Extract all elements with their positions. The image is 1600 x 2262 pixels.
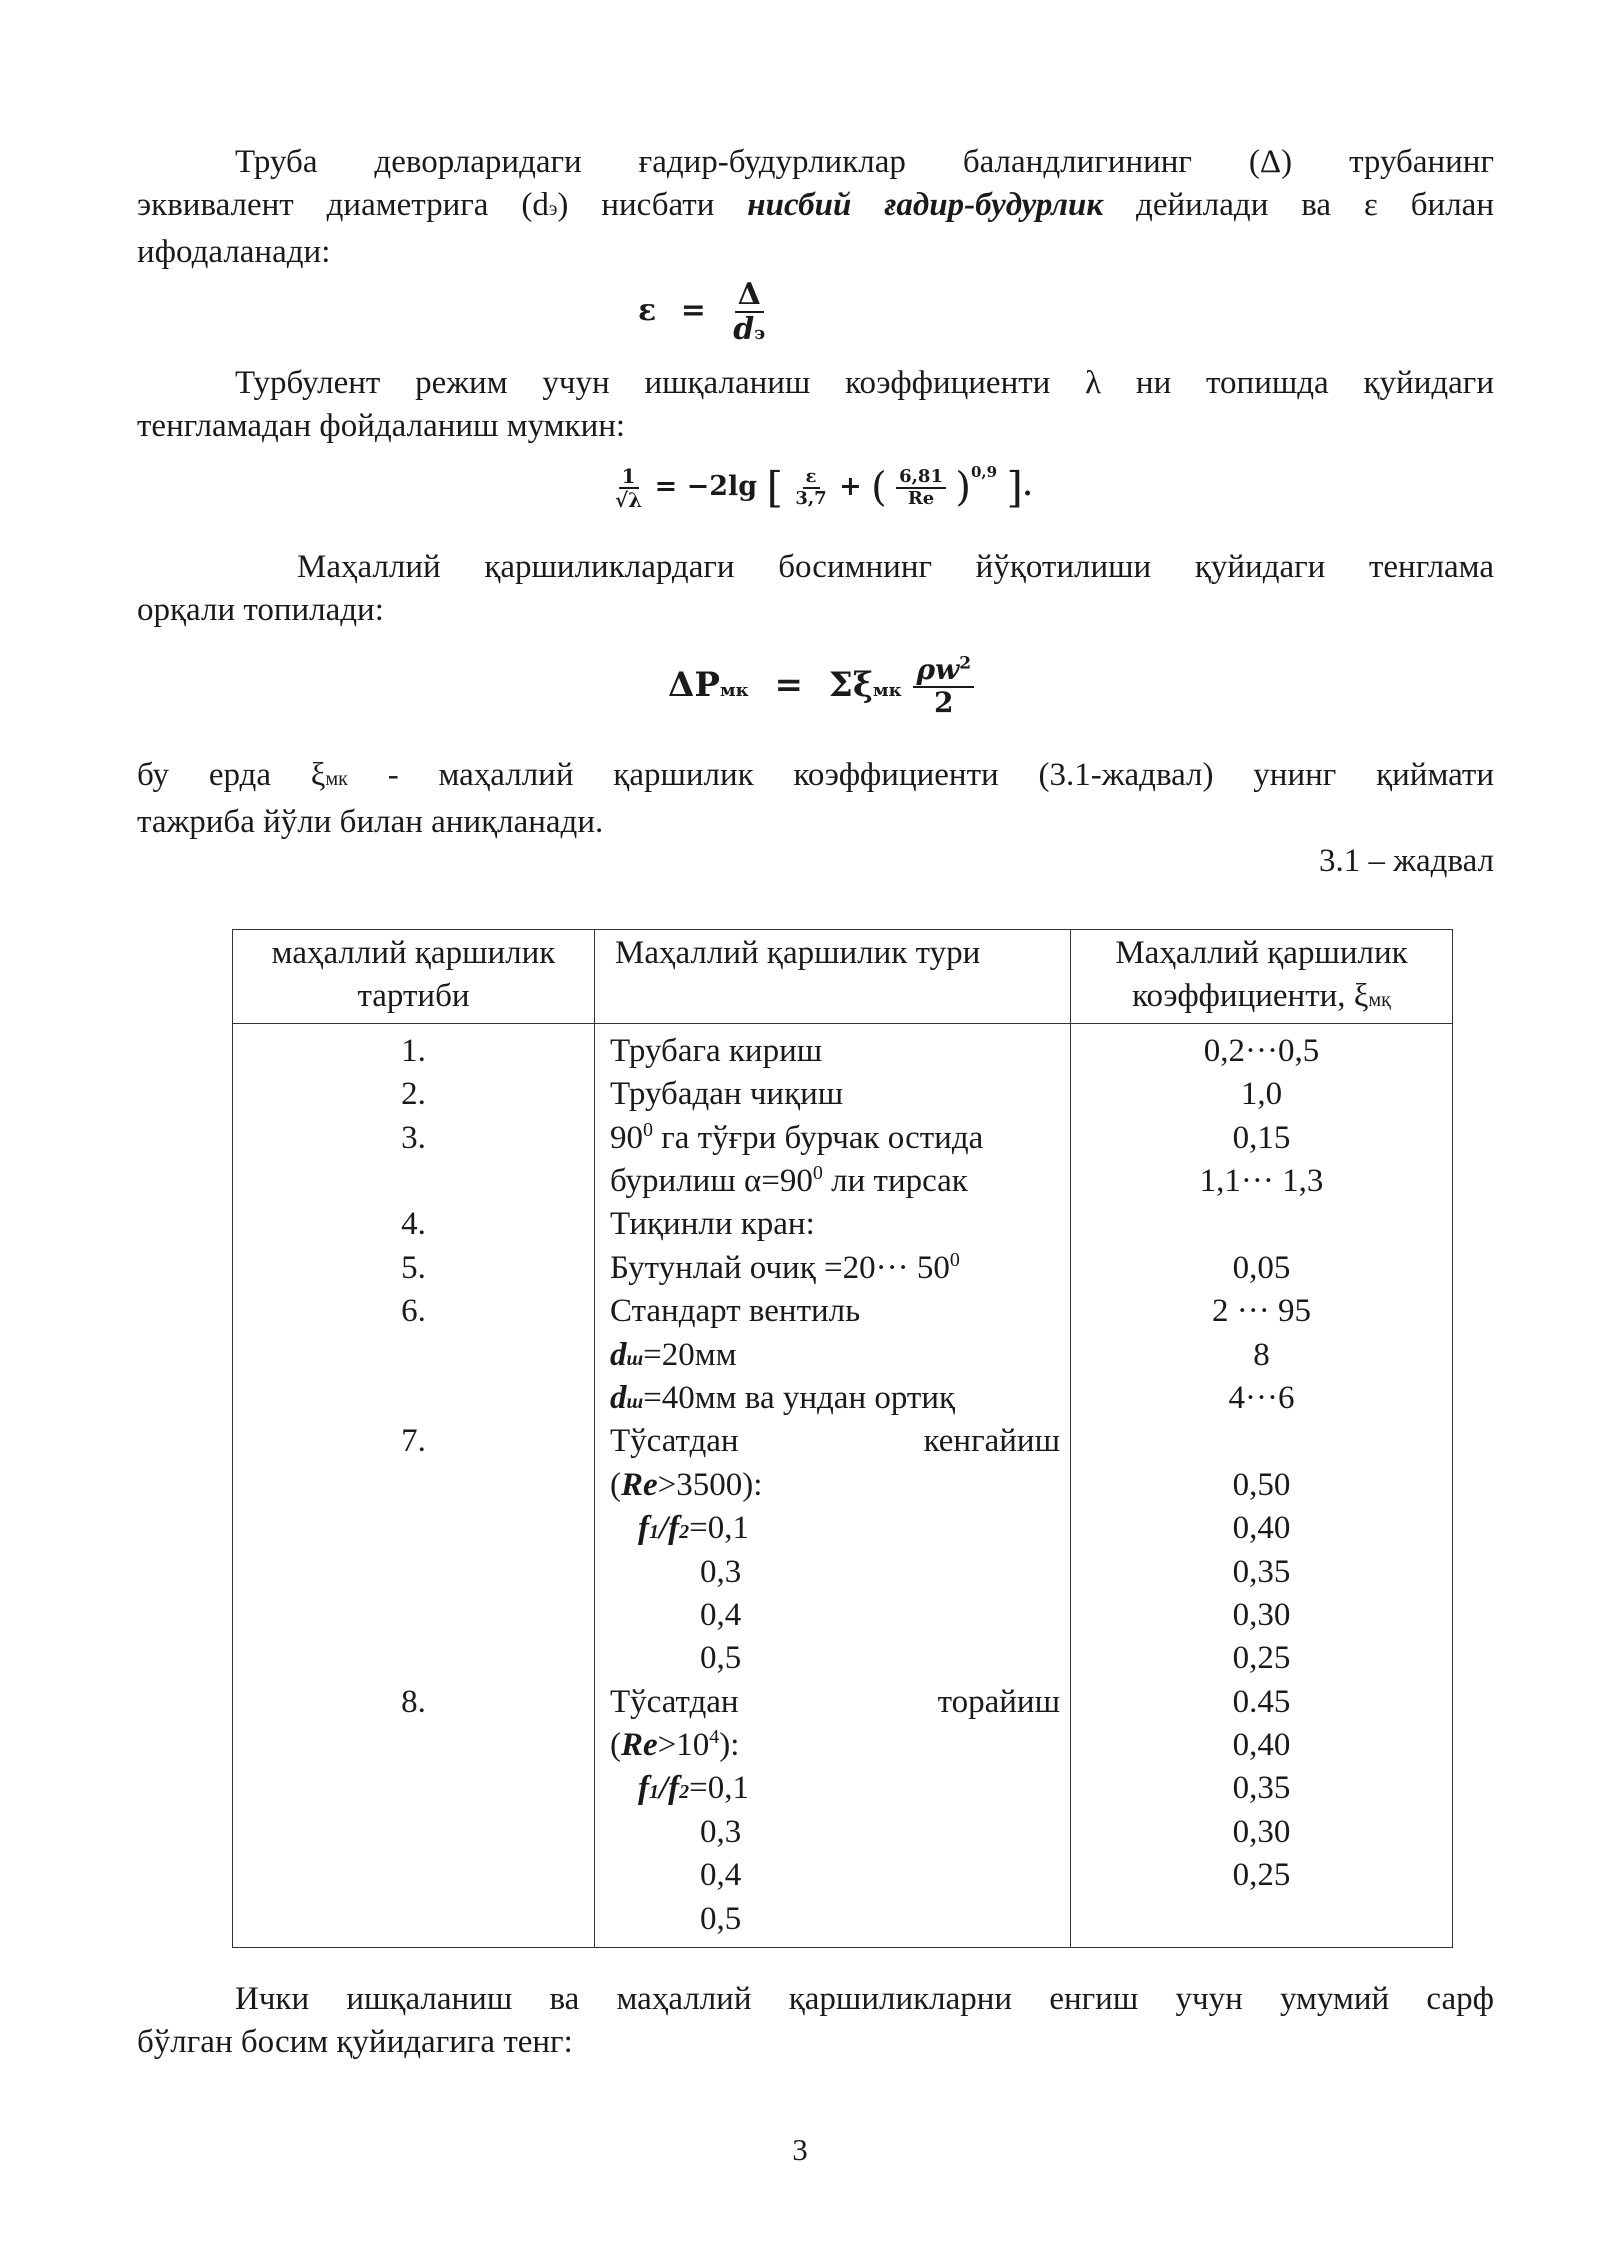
formula-pressure-loss xyxy=(668,655,974,719)
type-row xyxy=(595,1507,1070,1550)
p2-line2: тенгламадан фойдаланиш мумкин: xyxy=(137,408,626,444)
header-coef-l1: Маҳаллий қаршилик xyxy=(1115,935,1408,971)
paragraph-relative-roughness xyxy=(137,141,1494,274)
order-cell xyxy=(233,1507,594,1550)
type-row xyxy=(595,1160,1070,1203)
r4-sup: 0 xyxy=(812,1161,823,1184)
order-cell xyxy=(233,1160,594,1203)
r9-sub: ш xyxy=(626,1390,644,1413)
term-relative-roughness: нисбий ғадир-будурлик xyxy=(747,187,1104,223)
order-cell xyxy=(233,1551,594,1594)
order-cell xyxy=(233,1334,594,1377)
type-row: 0,3 xyxy=(700,1813,742,1850)
coefficient-cell: 4···6 xyxy=(1228,1379,1295,1416)
r18-mid: / xyxy=(659,1770,669,1807)
p2-line1: Турбулент режим учун ишқаланиш коэффициенти λ ни топишда қуйидаги xyxy=(235,365,1494,401)
f1-num: Δ xyxy=(735,278,764,313)
type-row: 0,3 xyxy=(700,1553,742,1590)
type-row: 0,5 xyxy=(700,1900,742,1937)
type-row xyxy=(595,1724,1070,1767)
f1-eq: = xyxy=(680,293,706,328)
p1-line2-b: ) нисбати xyxy=(557,187,748,223)
p4-line1-b: - маҳаллий қаршилик коэффициенти (3.1-жадвал) унинг қиймати xyxy=(347,757,1494,793)
order-cell xyxy=(233,1724,594,1767)
type-row xyxy=(595,1681,1070,1724)
coefficient-cell: 0,40 xyxy=(1232,1727,1291,1764)
r9-bi: d xyxy=(610,1379,627,1416)
p4-line1-sub: мк xyxy=(325,768,348,790)
r18-bi2: f xyxy=(668,1770,680,1807)
type-row xyxy=(595,1420,1070,1463)
order-cell: 3. xyxy=(401,1119,426,1156)
coefficient-cell: 0,30 xyxy=(1232,1596,1291,1633)
f2-rhs: = −2lg xyxy=(654,471,758,502)
coefficient-cell: 0,35 xyxy=(1232,1553,1291,1590)
order-cell: 7. xyxy=(401,1423,426,1460)
f2-end: . xyxy=(1022,471,1033,502)
r8-bi: d xyxy=(610,1336,627,1373)
p3-line1: Маҳаллий қаршиликлардаги босимнинг йўқотилиши қуйидаги тенглама xyxy=(297,549,1494,585)
f3-sum: Σξ xyxy=(828,664,873,705)
order-cell: 4. xyxy=(401,1206,426,1243)
header-coef-l2: коэффициенти, ξ xyxy=(1132,978,1369,1015)
coefficient-cell: 0,35 xyxy=(1232,1770,1291,1807)
r11-bi: Re xyxy=(621,1466,658,1503)
r4-b: ли тирсак xyxy=(822,1162,968,1199)
f3-sum-sub: мк xyxy=(872,679,902,701)
p1-line1: Труба деворларидаги ғадир-будурликлар баландлигининг (Δ) трубанинг xyxy=(235,144,1494,180)
coefficient-cell: 0,25 xyxy=(1232,1640,1291,1677)
p3-line2: орқали топилади: xyxy=(137,592,384,628)
f3-lhs: ΔP xyxy=(668,664,720,705)
r3-sup: 0 xyxy=(643,1118,653,1141)
table-header-row xyxy=(233,930,1453,1024)
formula-relative-roughness xyxy=(638,278,768,346)
column-coefficient xyxy=(1071,1023,1453,1947)
r18-b: =0,1 xyxy=(689,1770,750,1807)
header-coef-sub: мқ xyxy=(1368,989,1391,1012)
paragraph-where xyxy=(137,754,1494,844)
r4-a: бурилиш α=90 xyxy=(610,1162,813,1199)
f2-den: √λ xyxy=(615,487,643,512)
f1-den: d xyxy=(733,312,755,347)
order-cell xyxy=(233,1767,594,1810)
resistance-table xyxy=(232,929,1453,1948)
r12-b: =0,1 xyxy=(689,1510,750,1547)
type-row xyxy=(595,1334,1070,1377)
r16-r: торайиш xyxy=(937,1683,1060,1720)
r12-mid: / xyxy=(659,1510,669,1547)
p1-line3: ифодаланади: xyxy=(137,234,331,270)
r18-bi1: f xyxy=(638,1770,649,1807)
f3-eq: = xyxy=(774,664,803,705)
type-row: Трубага кириш xyxy=(610,1032,823,1069)
type-row: 0,5 xyxy=(700,1640,742,1677)
f2-re-fraction xyxy=(896,467,946,509)
order-cell: 8. xyxy=(401,1683,426,1720)
r12-bi1: f xyxy=(638,1510,649,1547)
p1-line2-c: дейилади ва ε билан xyxy=(1103,187,1494,223)
paragraph-turbulent xyxy=(137,362,1494,448)
coefficient-cell xyxy=(1071,1203,1452,1246)
f2-plus: + xyxy=(839,471,862,502)
formula-friction-coefficient: $\frac{1}{√\lambda}$ = −2lg [ $\frac{\varepsilon}{3,7}$ + ( $\frac{6,81}{Re}$ )$^{0,9}$ ]. xyxy=(612,463,1032,512)
type-row: 0,4 xyxy=(700,1857,742,1894)
coefficient-cell xyxy=(1071,1898,1452,1941)
r11-a: ( xyxy=(610,1466,621,1503)
r3-b: га тўғри бурчак остида xyxy=(653,1119,984,1156)
r8-sub: ш xyxy=(626,1347,644,1370)
f3-num: ρw xyxy=(916,653,960,686)
f1-den-sub: э xyxy=(754,323,766,344)
f2-re-den: Re xyxy=(907,487,935,509)
r11-b: >3500): xyxy=(657,1466,763,1503)
f2-exponent: 0,9 xyxy=(971,463,998,481)
coefficient-cell: 0,05 xyxy=(1232,1249,1291,1286)
coefficient-cell: 8 xyxy=(1253,1336,1270,1373)
coefficient-cell: 0,25 xyxy=(1232,1857,1291,1894)
page-number: 3 xyxy=(792,2132,808,2167)
type-row: 0,4 xyxy=(700,1596,742,1633)
type-row xyxy=(595,1377,1070,1420)
header-order xyxy=(233,930,595,1024)
r10-l: Тўсатдан xyxy=(610,1423,739,1460)
header-order-l2: тартиби xyxy=(357,978,470,1015)
coefficient-cell: 2 ··· 95 xyxy=(1212,1293,1311,1330)
r16-l: Тўсатдан xyxy=(610,1683,739,1720)
header-type: Маҳаллий қаршилик тури xyxy=(595,930,1071,1024)
f3-lhs-sub: мк xyxy=(719,679,749,701)
coefficient-cell: 1,0 xyxy=(1240,1076,1283,1113)
paragraph-local-resistance xyxy=(137,546,1494,632)
f2-eps-fraction xyxy=(792,467,829,509)
paragraph-total-pressure xyxy=(137,1978,1494,2064)
r6-sup: 0 xyxy=(949,1248,960,1271)
table-caption: 3.1 – жадвал xyxy=(1318,843,1494,879)
f3-num-sup: 2 xyxy=(959,653,972,674)
header-order-l1: маҳаллий қаршилик xyxy=(271,935,556,971)
r18-sub2: 2 xyxy=(679,1781,690,1804)
order-cell xyxy=(233,1854,594,1897)
order-cell: 5. xyxy=(401,1249,426,1286)
r18-sub1: 1 xyxy=(649,1781,659,1804)
order-cell xyxy=(233,1811,594,1854)
type-row xyxy=(595,1767,1070,1810)
p5-line2: бўлган босим қуйидагига тенг: xyxy=(137,2024,573,2060)
f2-eps-num: ε xyxy=(803,467,820,489)
type-row: Тиқинли кран: xyxy=(610,1206,815,1243)
coefficient-cell: 0.45 xyxy=(1232,1683,1291,1720)
r17-sup: 4 xyxy=(709,1726,720,1749)
coefficient-cell: 0,50 xyxy=(1232,1466,1291,1503)
f1-fraction xyxy=(730,278,768,346)
r17-a: ( xyxy=(610,1727,621,1764)
f3-fraction xyxy=(913,655,974,719)
coefficient-cell: 0,40 xyxy=(1232,1510,1291,1547)
order-cell: 2. xyxy=(401,1076,426,1113)
p4-line2: тажриба йўли билан аниқланади. xyxy=(137,804,604,840)
coefficient-cell: 0,2···0,5 xyxy=(1203,1032,1320,1069)
order-cell xyxy=(233,1898,594,1941)
type-row xyxy=(595,1117,1070,1160)
r12-sub2: 2 xyxy=(679,1521,690,1544)
order-cell: 6. xyxy=(401,1293,426,1330)
r10-r: кенгайиш xyxy=(923,1423,1060,1460)
f2-re-num: 6,81 xyxy=(896,467,946,489)
r12-bi2: f xyxy=(668,1510,680,1547)
f3-den: 2 xyxy=(934,685,954,719)
f1-lhs: ε xyxy=(638,293,657,328)
order-cell xyxy=(233,1594,594,1637)
header-coefficient xyxy=(1071,930,1453,1024)
p5-line1: Ички ишқаланиш ва маҳаллий қаршиликларни енгиш учун умумий сарф xyxy=(235,1981,1494,2017)
coefficient-cell: 0,30 xyxy=(1232,1813,1291,1850)
r17-bi: Re xyxy=(621,1727,658,1764)
p1-line2-a: эквивалент диаметрига (d xyxy=(137,187,549,223)
order-cell xyxy=(233,1377,594,1420)
p1-line2-sub: э xyxy=(548,198,558,220)
coefficient-cell xyxy=(1071,1420,1452,1463)
r9-b: =40мм ва ундан ортиқ xyxy=(643,1379,956,1416)
order-cell xyxy=(233,1637,594,1680)
type-row xyxy=(595,1464,1070,1507)
r17-c: ): xyxy=(719,1727,740,1764)
r6-a: Бутунлай очиқ =20··· 50 xyxy=(610,1249,950,1286)
type-row: Трубадан чиқиш xyxy=(610,1076,844,1113)
order-cell xyxy=(233,1464,594,1507)
column-type xyxy=(595,1023,1071,1947)
table-body-row xyxy=(233,1023,1453,1947)
f2-eps-den: 3,7 xyxy=(795,487,827,509)
coefficient-cell: 0,15 xyxy=(1232,1119,1291,1156)
column-order xyxy=(233,1023,595,1947)
f2-num: 1 xyxy=(619,465,639,489)
r3-a: 90 xyxy=(610,1119,643,1156)
p4-line1-a: бу ерда ξ xyxy=(137,757,326,793)
coefficient-cell: 1,1··· 1,3 xyxy=(1199,1162,1324,1199)
r12-sub1: 1 xyxy=(649,1521,659,1544)
order-cell: 1. xyxy=(401,1032,426,1069)
r17-b: >10 xyxy=(657,1727,710,1764)
type-row xyxy=(595,1247,1070,1290)
type-row: Стандарт вентиль xyxy=(610,1293,861,1330)
r8-b: =20мм xyxy=(643,1336,737,1373)
f2-lhs-fraction xyxy=(612,465,645,511)
